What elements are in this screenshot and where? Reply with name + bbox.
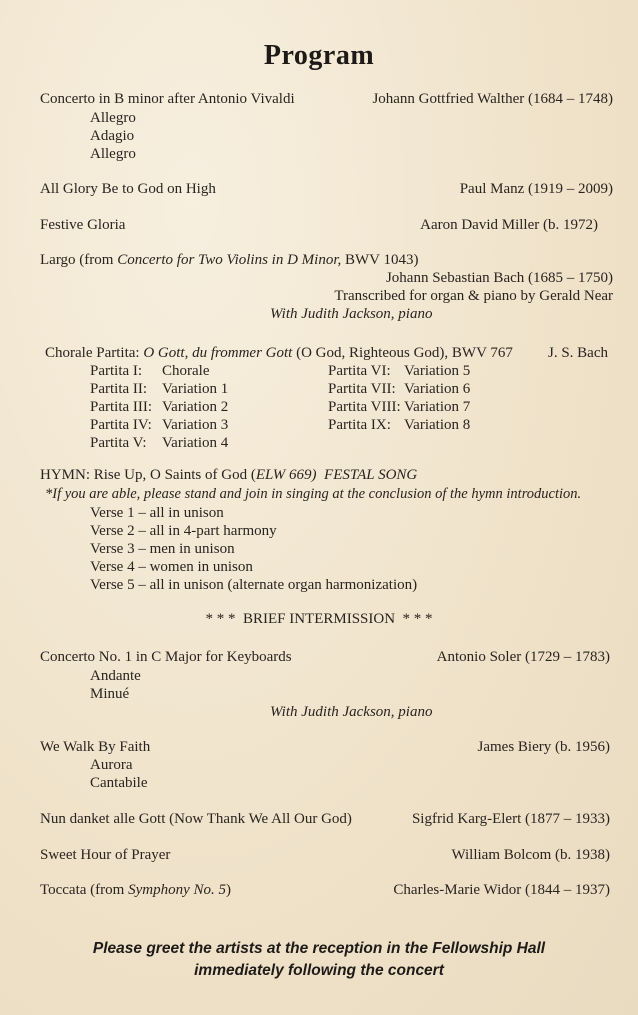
partita-right-name-3: Variation 7 <box>404 399 471 415</box>
movement-walther-1: Allegro <box>90 110 136 126</box>
piece-miller: Festive Gloria <box>40 217 126 233</box>
piece-widor-italic: Symphony No. 5 <box>128 882 226 898</box>
piece-largo-suffix: BWV 1043) <box>341 252 419 268</box>
partita-left-label-5: Partita V: <box>90 435 147 451</box>
movement-soler-2: Minué <box>90 686 130 702</box>
composer-bolcom: William Bolcom (b. 1938) <box>451 847 610 863</box>
partita-left-label-3: Partita III: <box>90 399 153 415</box>
hymn-verse-5: Verse 5 – all in unison (alternate organ harmonization) <box>90 577 418 593</box>
partita-right-name-1: Variation 5 <box>404 363 471 379</box>
partita-right-name-4: Variation 8 <box>404 417 471 433</box>
hymn-verse-1: Verse 1 – all in unison <box>90 505 224 521</box>
hymn-elw: ELW 669) <box>255 467 317 483</box>
piece-karg-elert: Nun danket alle Gott (Now Thank We All Our God) <box>40 811 352 827</box>
composer-soler: Antonio Soler (1729 – 1783) <box>436 649 610 665</box>
partita-left-name-2: Variation 1 <box>162 381 229 397</box>
partita-right-label-1: Partita VI: <box>328 363 391 379</box>
page-title: Program <box>263 40 375 71</box>
piece-largo-italic: Concerto for Two Violins in D Minor, <box>117 252 342 268</box>
reception-note-line-2: immediately following the concert <box>194 962 444 979</box>
piece-largo <box>40 251 418 270</box>
hymn-tune: FESTAL SONG <box>324 467 418 483</box>
piece-largo-prefix: Largo (from <box>40 252 118 268</box>
piece-widor-prefix: Toccata (from <box>40 882 129 898</box>
piece-walther: Concerto in B minor after Antonio Vivaldi <box>40 91 295 107</box>
composer-widor: Charles-Marie Widor (1844 – 1937) <box>393 882 610 898</box>
hymn-title <box>40 466 417 485</box>
movement-biery-1: Aurora <box>90 757 133 773</box>
composer-walther: Johann Gottfried Walther (1684 – 1748) <box>372 91 613 107</box>
composer-manz: Paul Manz (1919 – 2009) <box>459 181 613 197</box>
hymn-prefix: HYMN: Rise Up, O Saints of God ( <box>40 467 256 483</box>
partita-right-label-2: Partita VII: <box>328 381 396 397</box>
performer-credit-largo: With Judith Jackson, piano <box>270 306 433 322</box>
hymn-verse-3: Verse 3 – men in unison <box>90 541 235 557</box>
piece-partita <box>45 344 513 363</box>
partita-left-label-4: Partita IV: <box>90 417 152 433</box>
reception-note-line-1: Please greet the artists at the reception in the Fellowship Hall <box>92 940 546 957</box>
piece-widor-suffix: ) <box>225 882 231 898</box>
piece-manz: All Glory Be to God on High <box>40 181 216 197</box>
partita-right-name-2: Variation 6 <box>404 381 471 397</box>
partita-right-label-4: Partita IX: <box>328 417 391 433</box>
partita-left-name-4: Variation 3 <box>162 417 229 433</box>
partita-left-label-1: Partita I: <box>90 363 143 379</box>
transcription-credit: Transcribed for organ & piano by Gerald Near <box>334 288 613 304</box>
piece-partita-italic: O Gott, du frommer Gott <box>143 345 293 361</box>
performer-credit-soler: With Judith Jackson, piano <box>270 704 433 720</box>
hymn-verse-2: Verse 2 – all in 4-part harmony <box>90 523 277 539</box>
partita-left-name-3: Variation 2 <box>162 399 229 415</box>
piece-bolcom: Sweet Hour of Prayer <box>40 847 171 863</box>
piece-biery: We Walk By Faith <box>40 739 151 755</box>
movement-walther-2: Adagio <box>90 128 135 144</box>
composer-largo: Johann Sebastian Bach (1685 – 1750) <box>385 270 613 286</box>
partita-left-label-2: Partita II: <box>90 381 148 397</box>
piece-partita-suffix: (O God, Righteous God), BWV 767 <box>292 345 513 361</box>
partita-left-name-1: Chorale <box>162 363 210 379</box>
intermission-heading: * * * BRIEF INTERMISSION * * * <box>205 611 433 627</box>
partita-left-name-5: Variation 4 <box>162 435 229 451</box>
hymn-verse-4: Verse 4 – women in unison <box>90 559 253 575</box>
movement-walther-3: Allegro <box>90 146 136 162</box>
composer-karg-elert: Sigfrid Karg-Elert (1877 – 1933) <box>411 811 610 827</box>
composer-miller: Aaron David Miller (b. 1972) <box>420 217 598 233</box>
movement-biery-2: Cantabile <box>90 775 148 791</box>
hymn-instruction: *If you are able, please stand and join in singing at the conclusion of the hymn introduction. <box>45 486 582 502</box>
composer-biery: James Biery (b. 1956) <box>477 739 610 755</box>
piece-partita-prefix: Chorale Partita: <box>45 345 144 361</box>
piece-soler: Concerto No. 1 in C Major for Keyboards <box>40 649 292 665</box>
piece-widor <box>40 881 231 900</box>
reception-note <box>0 938 638 982</box>
composer-partita: J. S. Bach <box>548 345 608 361</box>
movement-soler-1: Andante <box>90 668 141 684</box>
partita-right-label-3: Partita VIII: <box>328 399 401 415</box>
